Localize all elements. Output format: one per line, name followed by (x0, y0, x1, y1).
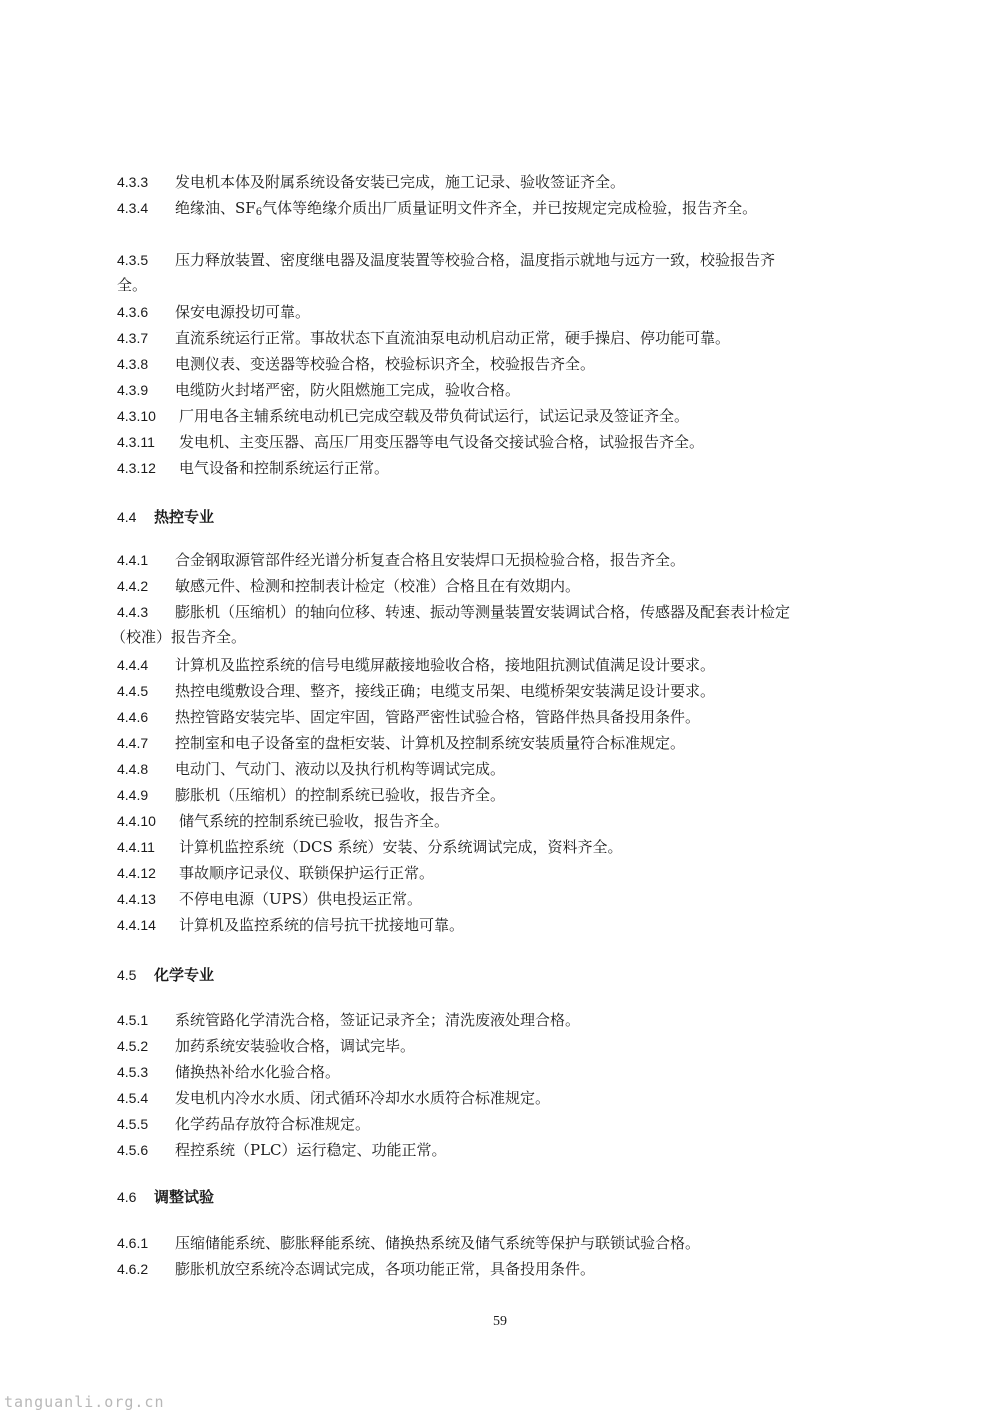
item-text: 直流系统运行正常。事故状态下直流油泵电动机启动正常，硬手操启、停功能可靠。 (175, 329, 731, 347)
item-number: 4.3.12 (117, 460, 156, 476)
item-number: 4.4.14 (117, 917, 156, 933)
item-text: 发电机内冷水水质、闭式循环冷却水水质符合标准规定。 (175, 1089, 551, 1107)
item-text: 控制室和电子设备室的盘柜安装、计算机及控制系统安装质量符合标准规定。 (175, 734, 686, 752)
list-item (117, 405, 940, 427)
item-number: 4.3.11 (117, 434, 155, 450)
item-text: 保安电源投切可靠。 (175, 303, 311, 321)
item-number: 4.5.3 (117, 1064, 149, 1080)
section-number: 4.6 (117, 1189, 137, 1205)
item-number: 4.4.7 (117, 735, 149, 751)
item-text-post: 气体等绝缘介质出厂质量证明文件齐全，并已按规定完成检验，报告齐全。 (262, 199, 758, 217)
list-item (117, 1113, 940, 1135)
item-number: 4.6.2 (117, 1261, 149, 1277)
item-text: 合金钢取源管部件经光谱分析复查合格且安装焊口无损检验合格，报告齐全。 (175, 551, 686, 569)
list-item (117, 758, 940, 780)
item-text: 压缩储能系统、膨胀释能系统、储换热系统及储气系统等保护与联锁试验合格。 (175, 1234, 701, 1252)
list-item (117, 457, 940, 479)
list-item (117, 888, 940, 910)
item-number: 4.3.8 (117, 356, 149, 372)
list-item (117, 327, 940, 349)
item-number: 4.5.2 (117, 1038, 149, 1054)
item-number: 4.6.1 (117, 1235, 149, 1251)
item-text: 膨胀机（压缩机）的轴向位移、转速、振动等测量装置安装调试合格，传感器及配套表计检定 (175, 603, 791, 621)
page-number: 59 (493, 1314, 507, 1329)
list-item (117, 1035, 940, 1057)
section-number: 4.5 (117, 967, 137, 983)
item-number: 4.4.5 (117, 683, 149, 699)
list-item (117, 732, 940, 754)
list-item (117, 862, 940, 884)
item-text: 计算机及监控系统的信号电缆屏蔽接地验收合格，接地阻抗测试值满足设计要求。 (175, 656, 716, 674)
item-text: 敏感元件、检测和控制表计检定（校准）合格且在有效期内。 (175, 577, 581, 595)
item-number: 4.5.5 (117, 1116, 149, 1132)
list-item (117, 1232, 940, 1254)
item-number: 4.4.12 (117, 865, 156, 881)
list-item (117, 836, 940, 858)
list-item (117, 1258, 940, 1280)
list-item (117, 1061, 940, 1083)
list-item (117, 784, 940, 806)
item-text: 加药系统安装验收合格，调试完毕。 (175, 1037, 416, 1055)
item-text: 化学药品存放符合标准规定。 (175, 1115, 371, 1133)
item-text-pre: 绝缘油、SF (175, 199, 256, 217)
item-number: 4.4.1 (117, 552, 149, 568)
list-item (117, 914, 940, 936)
item-number: 4.4.9 (117, 787, 149, 803)
item-text: 发电机本体及附属系统设备安装已完成，施工记录、验收签证齐全。 (175, 173, 626, 191)
item-number: 4.3.9 (117, 382, 149, 398)
item-number: 4.4.2 (117, 578, 149, 594)
watermark: tanguanli.org.cn (4, 1393, 165, 1411)
item-text: 系统管路化学清洗合格，签证记录齐全；清洗废液处理合格。 (175, 1011, 581, 1029)
item-number: 4.4.3 (117, 604, 149, 620)
item-number: 4.5.1 (117, 1012, 149, 1028)
item-number: 4.5.6 (117, 1142, 149, 1158)
item-text: 程控系统（PLC）运行稳定、功能正常。 (175, 1141, 447, 1159)
item-number: 4.4.8 (117, 761, 149, 777)
list-item (117, 549, 940, 571)
item-number: 4.4.13 (117, 891, 156, 907)
item-text: 储气系统的控制系统已验收，报告齐全。 (179, 812, 450, 830)
list-item (117, 249, 940, 271)
list-item (117, 301, 940, 323)
item-number: 4.3.6 (117, 304, 149, 320)
item-text: 厂用电各主辅系统电动机已完成空载及带负荷试运行，试运记录及签证齐全。 (179, 407, 690, 425)
item-number: 4.3.10 (117, 408, 156, 424)
item-text: 事故顺序记录仪、联锁保护运行正常。 (179, 864, 435, 882)
list-item (117, 680, 940, 702)
item-text: 膨胀机放空系统冷态调试完成，各项功能正常，具备投用条件。 (175, 1260, 596, 1278)
item-number: 4.4.4 (117, 657, 149, 673)
list-item (117, 601, 940, 623)
list-item (117, 171, 940, 193)
item-number: 4.3.4 (117, 200, 149, 216)
list-item (117, 706, 940, 728)
item-text: 计算机及监控系统的信号抗干扰接地可靠。 (179, 916, 465, 934)
list-item (117, 1009, 940, 1031)
list-item (117, 654, 940, 676)
item-text: 电测仪表、变送器等校验合格，校验标识齐全，校验报告齐全。 (175, 355, 596, 373)
section-heading (117, 506, 214, 528)
item-text: 膨胀机（压缩机）的控制系统已验收，报告齐全。 (175, 786, 506, 804)
item-text-continuation: （校准）报告齐全。 (111, 628, 247, 646)
list-item (117, 431, 940, 453)
section-heading (117, 1186, 214, 1208)
item-text: 不停电电源（UPS）供电投运正常。 (179, 890, 423, 908)
item-text: 电动门、气动门、液动以及执行机构等调试完成。 (175, 760, 506, 778)
item-text: 储换热补给水化验合格。 (175, 1063, 341, 1081)
item-number: 4.5.4 (117, 1090, 149, 1106)
section-title: 化学专业 (154, 966, 215, 984)
section-title: 调整试验 (154, 1188, 215, 1206)
item-text: 热控电缆敷设合理、整齐，接线正确；电缆支吊架、电缆桥架安装满足设计要求。 (175, 682, 716, 700)
list-item (117, 1087, 940, 1109)
item-text-subscript: 6 (255, 207, 263, 218)
item-text: 压力释放装置、密度继电器及温度装置等校验合格，温度指示就地与远方一致，校验报告齐 (175, 251, 776, 269)
item-text: 热控管路安装完毕、固定牢固，管路严密性试验合格，管路伴热具备投用条件。 (175, 708, 701, 726)
section-number: 4.4 (117, 509, 137, 525)
item-number: 4.3.7 (117, 330, 149, 346)
list-item (117, 575, 940, 597)
item-number: 4.4.6 (117, 709, 149, 725)
item-text: 计算机监控系统（DCS 系统）安装、分系统调试完成，资料齐全。 (179, 838, 623, 856)
section-title: 热控专业 (154, 508, 215, 526)
item-text: 发电机、主变压器、高压厂用变压器等电气设备交接试验合格，试验报告齐全。 (179, 433, 705, 451)
item-text: 电气设备和控制系统运行正常。 (179, 459, 390, 477)
item-number: 4.4.11 (117, 839, 155, 855)
list-item (117, 810, 940, 832)
item-number: 4.3.3 (117, 174, 149, 190)
list-item (117, 379, 940, 401)
list-item (117, 1139, 940, 1161)
list-item (117, 353, 940, 375)
item-number: 4.3.5 (117, 252, 149, 268)
item-text-continuation: 全。 (117, 276, 148, 294)
item-text: 电缆防火封堵严密，防火阻燃施工完成，验收合格。 (175, 381, 521, 399)
section-heading (117, 964, 214, 986)
list-item (117, 197, 940, 224)
item-number: 4.4.10 (117, 813, 156, 829)
